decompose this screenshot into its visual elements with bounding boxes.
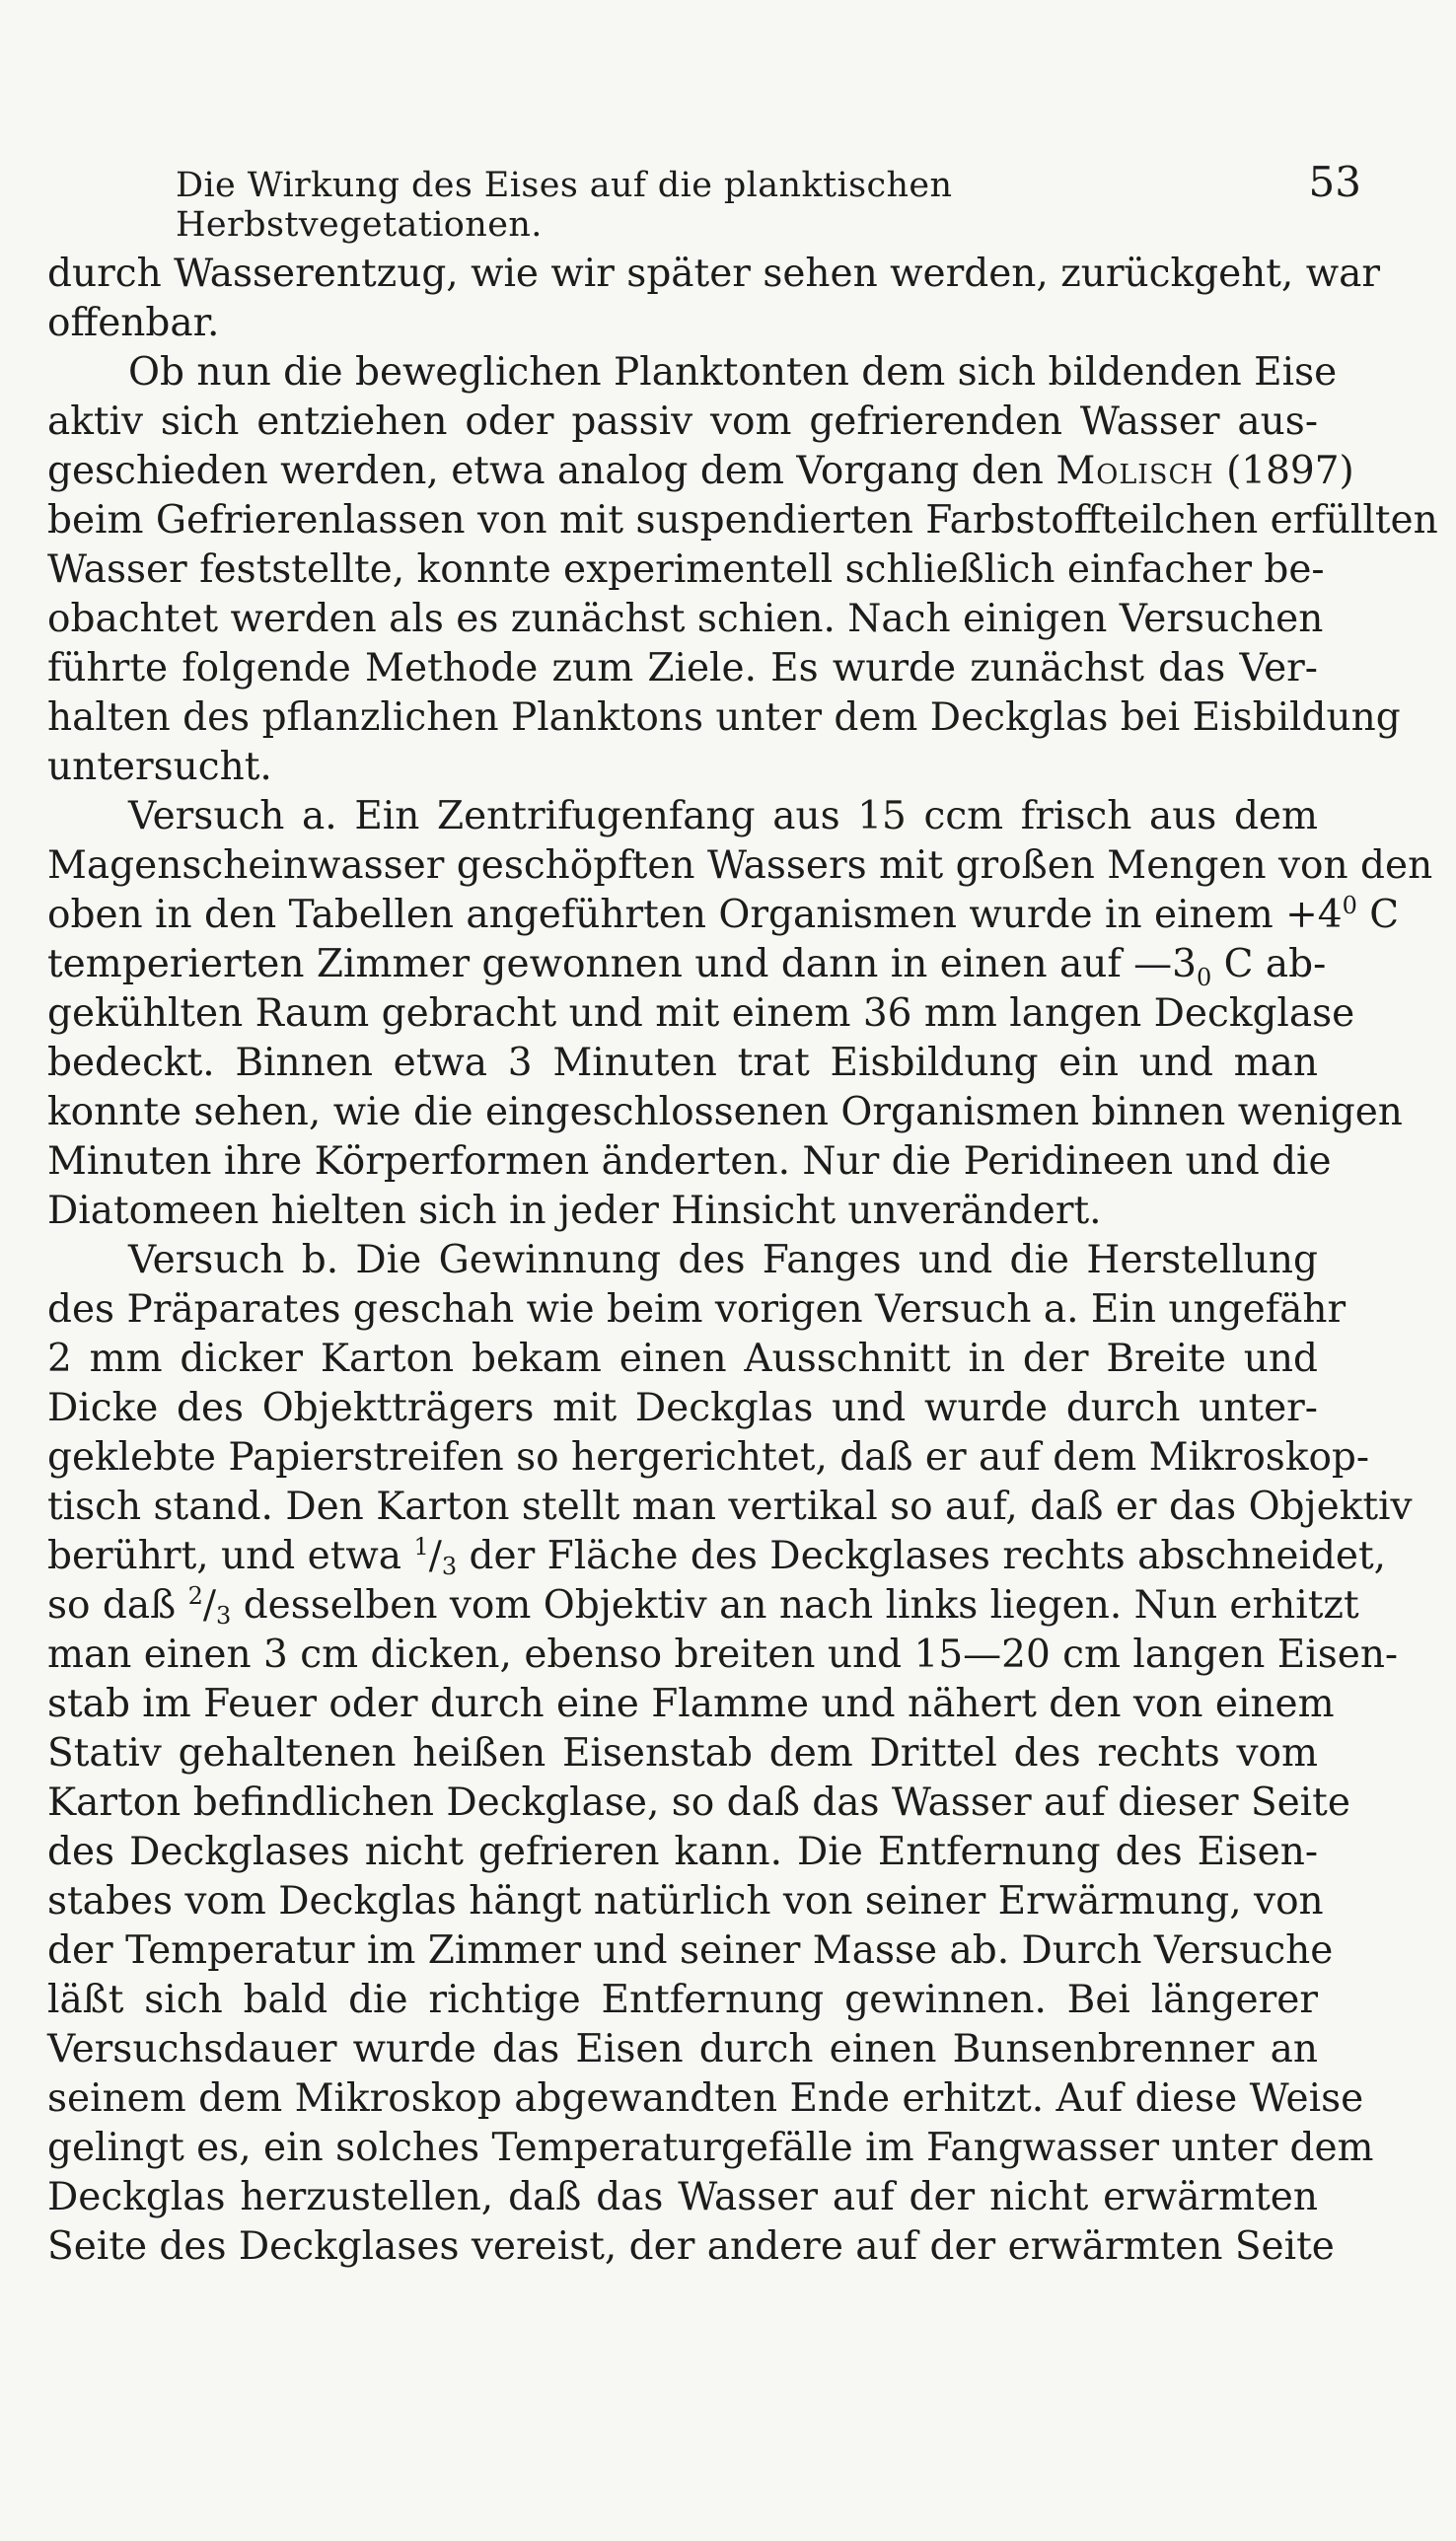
text-line: untersucht. <box>47 745 272 789</box>
body-text <box>47 250 1438 2272</box>
degree-sup: 0 <box>1342 892 1357 919</box>
text-fragment: C <box>1356 893 1400 937</box>
text-line: führte folgende Methode zum Ziele. Es wurde zunächst das Ver- <box>47 646 1318 690</box>
fraction-denominator: 3 <box>441 1553 458 1580</box>
text-line: Karton befindlichen Deckglase, so daß das Wasser auf dieser Seite <box>47 1780 1350 1825</box>
text-line: Dicke des Objektträgers mit Deckglas und wurde durch unter- <box>47 1386 1318 1430</box>
text-line: durch Wasserentzug, wie wir später sehen werden, zurückgeht, war <box>47 252 1381 296</box>
text-fragment: der Fläche des Deckglases rechts abschneidet, <box>469 1534 1387 1578</box>
fraction-denominator: 3 <box>216 1602 232 1630</box>
text-line: Versuchsdauer wurde das Eisen durch einen Bunsenbrenner an <box>47 2027 1318 2071</box>
text-line: gekühlten Raum gebracht und mit einem 36 mm langen Deckglase <box>47 991 1355 1036</box>
text-line: Versuch a. Ein Zentrifugenfang aus 15 ccm frisch aus dem <box>128 794 1318 838</box>
text-line: halten des pflanzlichen Planktons unter dem Deckglas bei Eisbildung <box>47 695 1401 740</box>
running-header <box>176 158 1361 245</box>
text-fragment: berührt, und etwa <box>47 1534 402 1578</box>
text-line: offenbar. <box>47 301 220 345</box>
author-name: Molisch <box>1056 449 1214 493</box>
text-line: stab im Feuer oder durch eine Flamme und nähert den von einem <box>47 1682 1335 1726</box>
text-line: Seite des Deckglases vereist, der andere auf der erwärmten Seite <box>47 2224 1335 2269</box>
text-line: des Deckglases nicht gefrieren kann. Die Entfernung des Eisen- <box>47 1830 1318 1874</box>
text-fragment: (1897) <box>1226 449 1354 493</box>
fraction-numerator: 2 <box>187 1582 203 1610</box>
text-line: Ob nun die beweglichen Planktonten dem sich bildenden Eise <box>128 350 1338 395</box>
text-line <box>47 940 1327 991</box>
text-line: Wasser feststellte, konnte experimentell schließlich einfacher be- <box>47 547 1325 592</box>
text-fragment: temperierten Zimmer gewonnen und dann in einen auf —3 <box>47 942 1197 986</box>
text-line: des Präparates geschah wie beim vorigen Versuch a. Ein ungefähr <box>47 1287 1347 1332</box>
fraction-one-third: $^1/_3$ <box>413 1533 458 1580</box>
text-fragment: oben in den Tabellen angeführten Organismen wurde in einem +4 <box>47 893 1343 937</box>
text-line: bedeckt. Binnen etwa 3 Minuten trat Eisbildung ein und man <box>47 1041 1318 1085</box>
text-line: Diatomeen hielten sich in jeder Hinsicht unverändert. <box>47 1189 1102 1233</box>
text-line <box>47 1532 1387 1581</box>
text-line: Minuten ihre Körperformen änderten. Nur die Peridineen und die <box>47 1139 1332 1184</box>
text-line: der Temperatur im Zimmer und seiner Masse ab. Durch Versuche <box>47 1928 1334 1973</box>
text-fragment: C ab- <box>1211 942 1327 986</box>
text-line: seinem dem Mikroskop abgewandten Ende erhitzt. Auf diese Weise <box>47 2076 1364 2121</box>
text-line: obachtet werden als es zunächst schien. Nach einigen Versuchen <box>47 597 1324 641</box>
text-line <box>47 1581 1359 1631</box>
text-line: aktiv sich entziehen oder passiv vom gefrierenden Wasser aus- <box>47 399 1318 444</box>
text-line: beim Gefrierenlassen von mit suspendierten Farbstoffteilchen erfüllten <box>47 498 1438 543</box>
text-line: läßt sich bald die richtige Entfernung gewinnen. Bei längerer <box>47 1978 1318 2022</box>
running-title: Die Wirkung des Eises auf die planktischen Herbstvegetationen. <box>176 166 953 245</box>
text-line: gelingt es, ein solches Temperaturgefälle im Fangwasser unter dem <box>47 2126 1374 2170</box>
text-line: tisch stand. Den Karton stellt man vertikal so auf, daß er das Objektiv <box>47 1485 1413 1529</box>
text-fragment: geschieden werden, etwa analog dem Vorgang den <box>47 449 1044 493</box>
text-line: Versuch b. Die Gewinnung des Fanges und die Herstellung <box>128 1238 1318 1282</box>
text-line <box>47 891 1400 940</box>
fraction-two-thirds: $^2/_3$ <box>187 1582 232 1630</box>
text-line: geklebte Papierstreifen so hergerichtet, daß er auf dem Mikroskop- <box>47 1435 1370 1480</box>
text-fragment: desselben vom Objektiv an nach links liegen. Nun erhitzt <box>243 1583 1359 1628</box>
text-line: konnte sehen, wie die eingeschlossenen Organismen binnen wenigen <box>47 1090 1403 1134</box>
text-line: stabes vom Deckglas hängt natürlich von seiner Erwärmung, von <box>47 1879 1324 1924</box>
text-line: Magenscheinwasser geschöpften Wassers mit großen Mengen von den <box>47 843 1433 888</box>
degree-sub: 0 <box>1197 963 1212 991</box>
page-number: 53 <box>1308 158 1361 206</box>
text-line <box>47 447 1354 496</box>
text-fragment: so daß <box>47 1583 177 1628</box>
text-line: man einen 3 cm dicken, ebenso breiten und 15—20 cm langen Eisen- <box>47 1633 1399 1677</box>
text-line: 2 mm dicker Karton bekam einen Ausschnitt in der Breite und <box>47 1337 1318 1381</box>
text-line: Stativ gehaltenen heißen Eisenstab dem Drittel des rechts vom <box>47 1731 1318 1776</box>
fraction-numerator: 1 <box>413 1533 429 1561</box>
text-line: Deckglas herzustellen, daß das Wasser auf der nicht erwärmten <box>47 2175 1318 2219</box>
